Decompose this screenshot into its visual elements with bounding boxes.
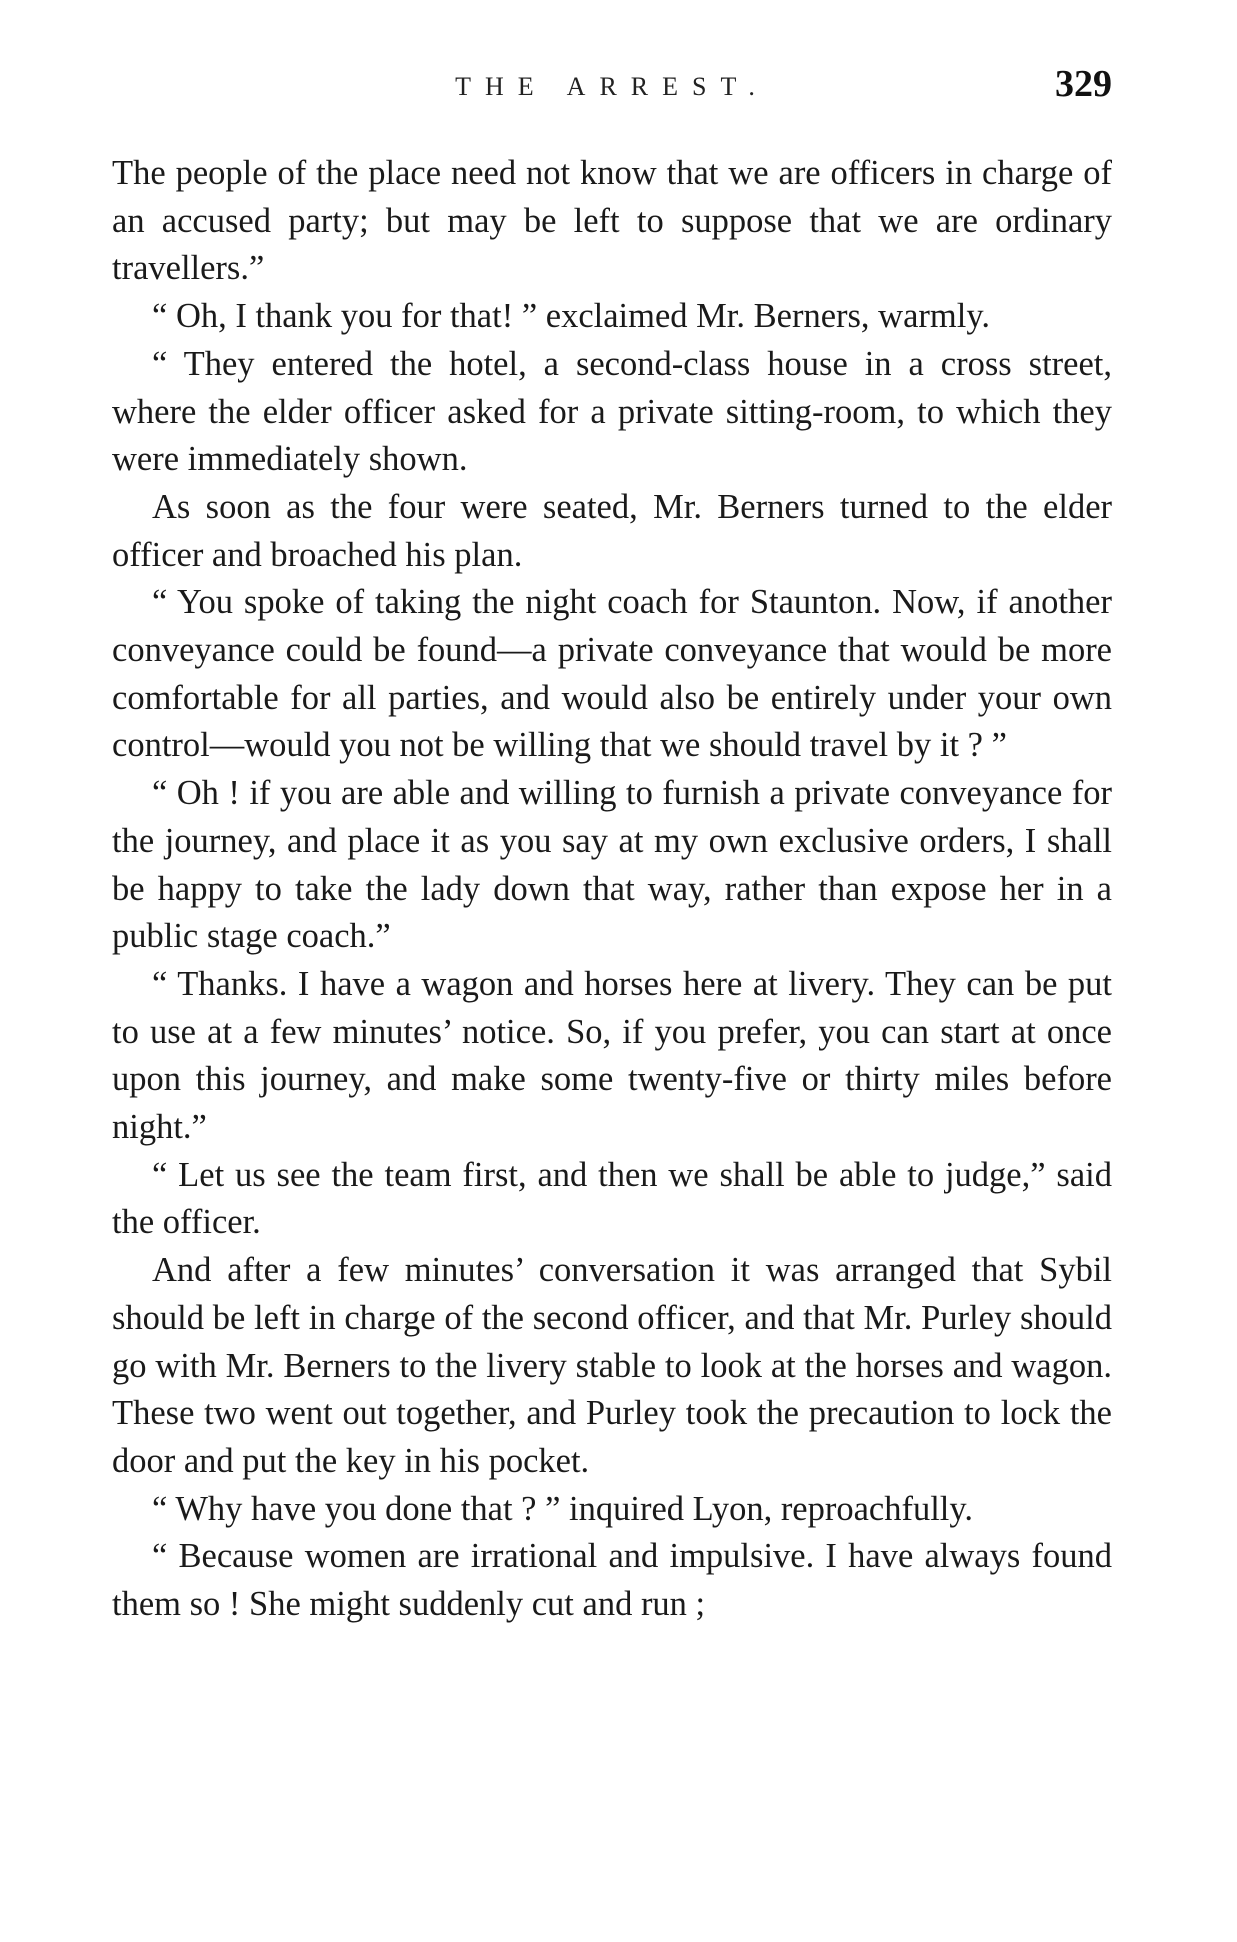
page-number: 329 xyxy=(1055,63,1112,105)
paragraph: “ Oh, I thank you for that! ” exclaimed Mr. Berners, warmly. xyxy=(152,297,990,336)
page-header xyxy=(112,62,1112,112)
paragraph: “ Thanks. I have a wagon and horses here at livery. They can be put to use at a few minutes’ notice. So, if you prefer, you can start at once upon this journey, and make some twenty-five or thirty miles before night.” xyxy=(112,964,1112,1147)
paragraph: The people of the place need not know that we are officers in charge of an accused party; but may be left to suppose that we are ordinary travellers.” xyxy=(112,154,1112,288)
paragraph: And after a few minutes’ conversation it was arranged that Sybil should be left in charge of the second officer, and that Mr. Purley should go with Mr. Berners to the livery stable to look at the horses and wagon. These two went out together, and Purley took the precaution to lock the door and put the key in his pocket. xyxy=(112,1251,1112,1480)
paragraph: “ Oh ! if you are able and willing to furnish a private conveyance for the journey, and place it as you say at my own exclusive orders, I shall be happy to take the lady down that way, rather than expose her in a public stage coach.” xyxy=(112,774,1112,956)
paragraph: “ Why have you done that ? ” inquired Lyon, reproachfully. xyxy=(152,1489,974,1528)
paragraph: “ Let us see the team first, and then we shall be able to judge,” said the officer. xyxy=(112,1155,1112,1242)
paragraph: As soon as the four were seated, Mr. Berners turned to the elder officer and broached his plan. xyxy=(112,487,1112,574)
body-text xyxy=(112,150,1112,1629)
running-head: THE ARREST. xyxy=(455,72,769,101)
paragraph: “ Because women are irrational and impulsive. I have always found them so ! She might suddenly cut and run ; xyxy=(112,1537,1112,1624)
paragraph: “ You spoke of taking the night coach for Staunton. Now, if another conveyance could be found—a private conveyance that would be more comfortable for all parties, and would also be entirely under your own control—would you not be willing that we should travel by it ? ” xyxy=(112,583,1112,765)
paragraph: “ They entered the hotel, a second-class house in a cross street, where the elder officer asked for a private sitting-room, to which they were immediately shown. xyxy=(112,344,1112,479)
